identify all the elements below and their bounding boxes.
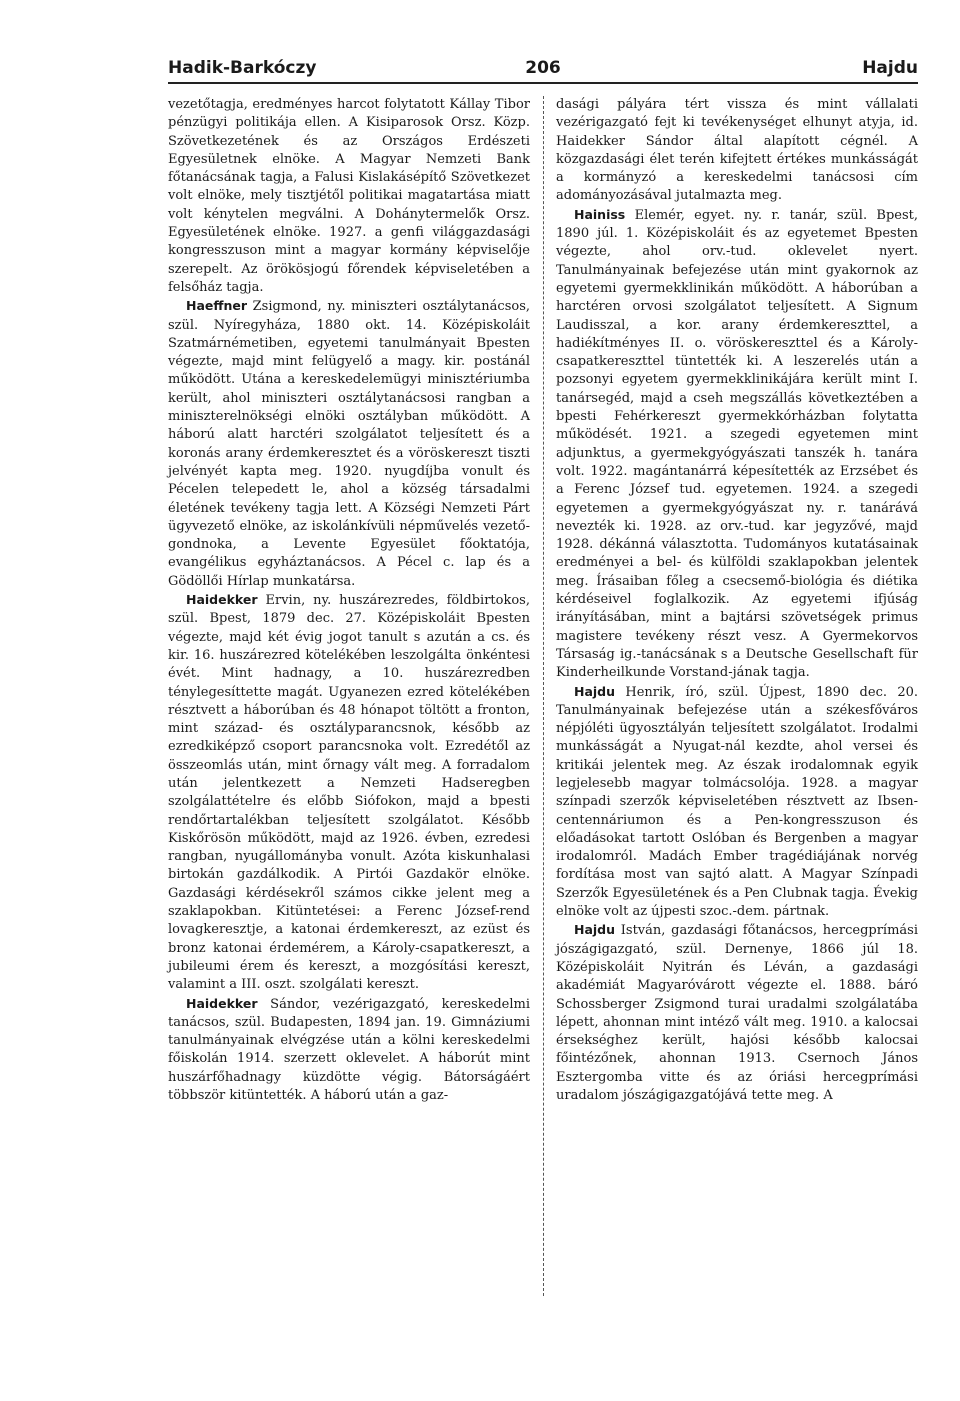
header-right-entry: Hajdu (862, 58, 918, 78)
entry-paragraph (556, 921, 918, 1105)
header-left-entry-range: Hadik-Barkóczy (168, 58, 317, 78)
page-number: 206 (525, 58, 561, 78)
entry-name: Hainiss (574, 206, 626, 222)
entry-name: Haidekker (186, 995, 258, 1011)
entry-paragraph (168, 297, 530, 591)
left-column (168, 96, 530, 1105)
column-divider (543, 96, 544, 1296)
entry-text: Elemér, egyet. ny. r. tanár, szül. Bpest, 1890 júl. 1. Középiskoláit és az egyetemet Bpesten végezte, ahol orv.-tud. oklevelet nyert. Tanulmányainak befejezése után mint gyakornok az egyetemi gyermekklinikán működött. A háborúban a harctéren orvosi szolgálatot teljesített. A Signum Laudisszal, a kor. arany érdemkereszttel, a hadiékítményes II. o. vöröskereszttel és a Károly-csapatkereszttel tüntették ki. A leszerelés után a pozsonyi egyetem gyermekklinikájára került mint I. tanársegéd, majd a cseh megszállás következtében a bpesti Fehérkereszt gyermekkórházban folytatta működését. 1921. a szegedi egyetemen mint adjunktus, a gyermekgyógyászati tanszék h. tanára volt. 1922. magántanárrá képesítették az Erzsébet és a Ferenc József tud. egyetemen. 1924. a szegedi egyetemen a gyermekgyógyászat ny. r. tanárává nevezték ki. 1928. az orv.-tud. kar jegyzővé, majd 1928. dékánná választotta. Tudományos kutatásainak eredményei a bel- és külföldi szaklapokban jelentek meg. Írásaiban főleg a csecsemő-biológia és diétika kérdéseivel foglalkozik. Az egyetemi ifjúság irányításában, mint a bajtársi szövetségek primus magistere tevékeny részt vesz. A Gyermekorvos Társaság ig.-tanácsának s a Deutsche Gesellschaft für Kinderheilkunde Vorstand-jának tagja. (556, 207, 918, 681)
entry-text: Zsigmond, ny. miniszteri osztálytanácsos, szül. Nyíregyháza, 1880 okt. 14. Középiskoláit Szatmárnémetiben, egyetemi tanulmányait Bpesten végezte, majd mint felügyelő a magy. kir. postánál működött. Utána a kereskedelemügyi minisztériumba került, ahol miniszteri osztálytanácsosi rangban a miniszterelnökségi elnöki osztályban működött. A háború alatt harctéri szolgálatot teljesített és a koronás arany érdemkeresztet és a vöröskereszt tiszti jelvényét kapta meg. 1920. nyugdíjba vonult és Pécelen telepedett le, ahol a község társadalmi életének tevékeny tagja lett. A Községi Nemzeti Párt ügyvezető elnöke, az iskolánkívüli népművelés vezető-gondnoka, a Levente Egyesület főoktatója, evangélikus egyháztanácsos. A Pécel c. lap és a Gödöllői Hírlap munkatársa. (168, 299, 531, 589)
right-column (556, 96, 918, 1105)
entry-paragraph (556, 96, 918, 206)
entry-name: Haidekker (186, 592, 258, 608)
entry-paragraph (556, 206, 918, 683)
entry-paragraph (556, 683, 918, 922)
entry-paragraph (168, 96, 530, 297)
entry-paragraph (168, 995, 530, 1106)
entry-text: Sándor, vezérigazgató, kereskedelmi tanácsos, szül. Budapesten, 1894 jan. 19. Gimnáziumi tanulmányainak elvégzése után a kölni kereskedelmi főiskolán 1914. szerzett oklevelet. A háborút mint huszárfőhadnagy küzdötte végig. Bátorságáért többször kitüntették. A háború után a gaz- (168, 996, 530, 1104)
entry-name: Haeffner (186, 298, 248, 314)
entry-text: Ervin, ny. huszárezredes, földbirtokos, szül. Bpest, 1879 dec. 27. Középiskoláit Bpesten végezte, majd két évig jogot tanult s azután a cs. és kir. 16. huszárezred kötelékében leszolgálta önkéntesi évét. Mint hadnagy, a 10. huszárezredben ténylegesíttette magát. Ugyanezen ezred kötelékében résztvett a háborúban és 48 hónapot töltött a fronton, mint század- és osztályparancsnok, később az ezredkiképző csoport parancsnoka volt. Ezredétől az összeomlás után, mint őrnagy vált meg. A forradalom után jelentkezett a Nemzeti Hadseregben szolgálattételre és előbb Siófokon, majd a bpesti rendőrtartalékban teljesített szolgálatot. Később Kiskőrösön működött, majd az 1926. évben, ezredesi rangban, nyugállományba vonult. Azóta kiskunhalasi birtokán gazdálkodik. A Pirtói Gazdakör elnöke. Gazdasági kérdésekről számos cikke jelent meg a szaklapokban. Kitüntetései: a Ferenc József-rend lovagkeresztje, a katonai érdemkereszt, az ezüst és bronz katonai érdemérem, a Károly-csapatkereszt, a jubileumi érem és kereszt, a mozgósítási kereszt, valamint a III. oszt. szolgálati kereszt. (168, 593, 530, 993)
entry-text: dasági pályára tért vissza és mint vállalati vezérigazgató fejt ki tevékenységet elhunyt atyja, id. Haidekker Sándor által alapított cégnél. A közgazdasági élet terén kifejtett értékes munkásságát a kormányzó a kereskedelmi tanácsosi cím adományozásával jutalmazta meg. (556, 97, 918, 204)
entry-text: Henrik, író, szül. Újpest, 1890 dec. 20. Tanulmányainak befejezése után a székesfőváros népjóléti ügyosztályán teljesített szolgálatot. Irodalmi munkásságát a Nyugat-nál kezdte, ahol versei és kritikái jelentek meg. Az észak irodalomnak egyik legjelesebb magyar tolmácsolója. 1928. a magyar színpadi szerzők képviseletében résztvett az Ibsen-centennáriumon és a Pen-kongresszuson és előadásokat tartott Oslóban és Bergenben a magyar irodalomról. Madách Ember tragédiájának norvég fordítása most van sajtó alatt. A Magyar Színpadi Szerzők Egyesületének és a Pen Clubnak tagja. Évekig elnöke volt az újpesti szoc.-dem. pártnak. (556, 684, 918, 920)
entry-paragraph (168, 591, 530, 995)
entry-text: István, gazdasági főtanácsos, hercegprímási jószágigazgató, szül. Dernenye, 1866 júl 18. Középiskoláit Nyitrán és Léván, a gazdasági akadémiát Magyaróvárott végezte el. 1888. báró Schossberger Zsigmond turai uradalmi szolgálatába lépett, ahonnan mint intéző vált meg. 1910. a kalocsai érsekséghez került, hajósi később kalocsai főintézőnek, ahonnan 1913. Csernoch János Esztergomba vitte és az óriási hercegprímási uradalom jószágigazgatójává tette meg. A (556, 923, 918, 1104)
running-header (168, 48, 918, 84)
entry-name: Hajdu (574, 922, 616, 938)
entry-text: vezetőtagja, eredményes harcot folytatott Kállay Tibor pénzügyi politikája ellen. A Kisiparosok Orsz. Közp. Szövetkezetének és az Országos Erdészeti Egyesületnek elnöke. A Magyar Nemzeti Bank főtanácsának tagja, a Falusi Kislakásépítő Szövetkezet volt elnöke, mely tisztjétől politikai magatartása miatt volt kénytelen megválni. A Dohánytermelők Orsz. Egyesületének elnöke. 1927. a genfi világgazdasági kongresszuson mint a magyar kormány képviselője szerepelt. Az örökösjogú főrendek képviseletében a felsőház tagja. (168, 97, 530, 295)
entry-name: Hajdu (574, 683, 616, 699)
